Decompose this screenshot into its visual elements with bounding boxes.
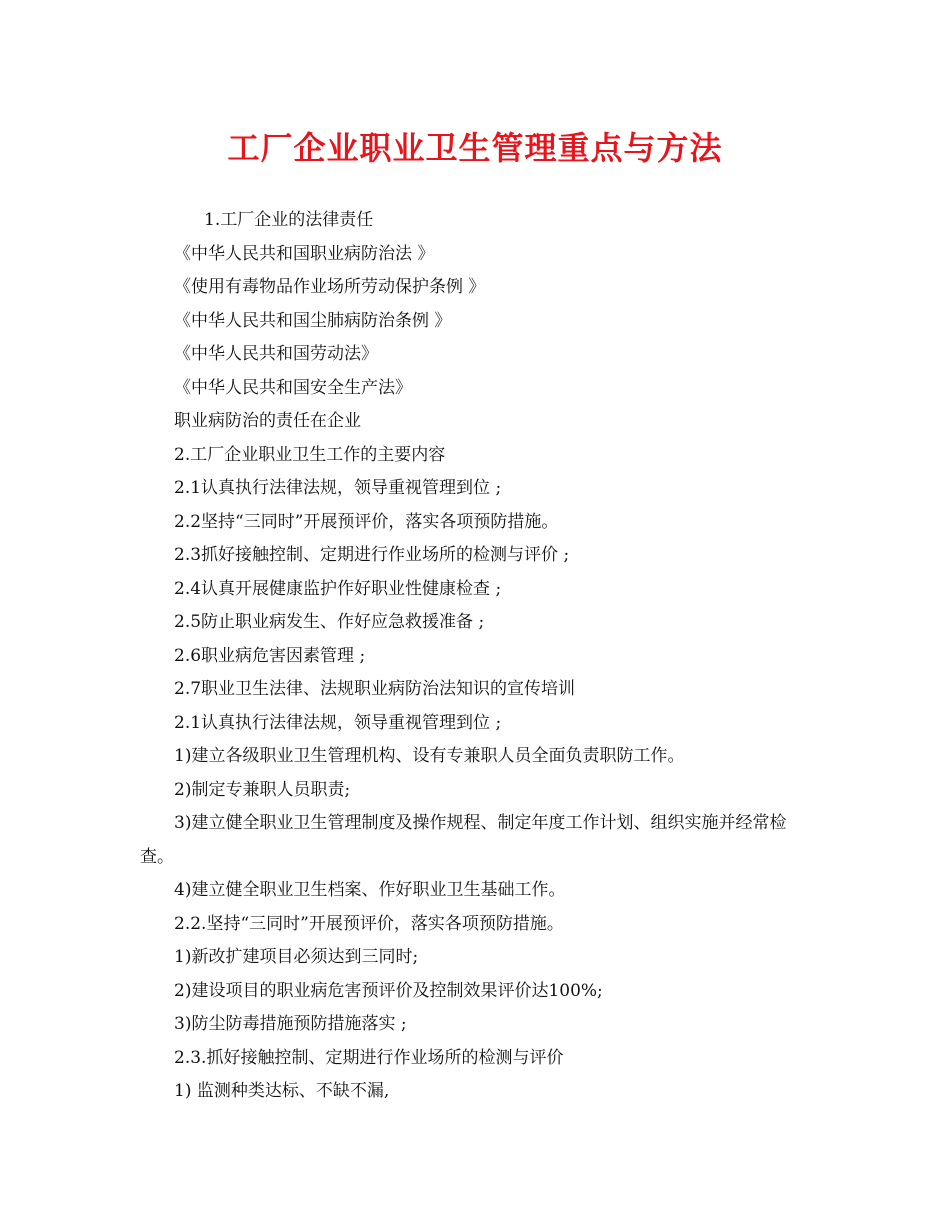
paragraph: 2.1认真执行法律法规，领导重视管理到位 ; — [174, 478, 502, 498]
document-body — [140, 204, 820, 1109]
paragraph: 2.3.抓好接触控制、定期进行作业场所的检测与评价 — [174, 1047, 564, 1068]
paragraph: 《中华人民共和国尘肺病防治条例 》 — [174, 310, 452, 331]
paragraph: 2.4认真开展健康监护作好职业性健康检查 ; — [174, 578, 502, 599]
document-title: 工厂企业职业卫生管理重点与方法 — [227, 129, 723, 167]
paragraph: 2.2坚持“三同时”开展预评价，落实各项预防措施。 — [174, 511, 559, 532]
paragraph: 3)建立健全职业卫生管理制度及操作规程、制定年度工作计划、组织实施并经常检查。 — [140, 813, 787, 867]
paragraph: 《使用有毒物品作业场所劳动保护条例 》 — [174, 277, 486, 297]
paragraph: 4)建立健全职业卫生档案、作好职业卫生基础工作。 — [174, 880, 566, 900]
paragraph: 2.3抓好接触控制、定期进行作业场所的检测与评价 ; — [174, 545, 570, 565]
paragraph: 《中华人民共和国职业病防治法 》 — [174, 243, 435, 264]
paragraph: 2.6职业病危害因素管理 ; — [174, 645, 366, 666]
paragraph: 2.5防止职业病发生、作好应急救援准备 ; — [174, 612, 485, 632]
paragraph: 1) 监测种类达标、不缺不漏, — [174, 1081, 390, 1101]
paragraph: 《中华人民共和国劳动法》 — [174, 344, 378, 364]
paragraph: 2.1认真执行法律法规，领导重视管理到位 ; — [174, 712, 502, 733]
paragraph: 2.2.坚持“三同时”开展预评价，落实各项预防措施。 — [174, 913, 564, 934]
paragraph: 3)防尘防毒措施预防措施落实 ; — [174, 1014, 407, 1034]
paragraph: 职业病防治的责任在企业 — [174, 411, 361, 431]
paragraph: 2)建设项目的职业病危害预评价及控制效果评价达100%; — [174, 980, 603, 1001]
paragraph: 2.7职业卫生法律、法规职业病防治法知识的宣传培训 — [174, 679, 576, 699]
paragraph: 2)制定专兼职人员职责; — [174, 779, 351, 800]
paragraph: 1)新改扩建项目必须达到三同时; — [174, 947, 419, 967]
paragraph: 《中华人民共和国安全生产法》 — [174, 377, 412, 398]
paragraph: 2.工厂企业职业卫生工作的主要内容 — [174, 444, 446, 465]
paragraph: 1)建立各级职业卫生管理机构、设有专兼职人员全面负责职防工作。 — [174, 746, 685, 766]
paragraph: 1.工厂企业的法律责任 — [204, 210, 374, 230]
